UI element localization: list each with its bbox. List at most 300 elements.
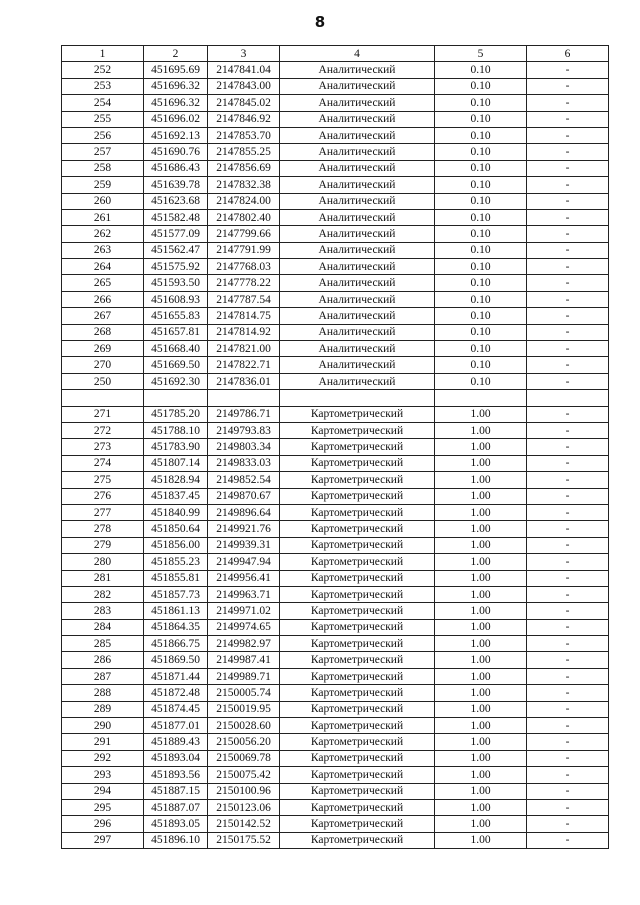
- table-cell: 1.00: [435, 488, 527, 504]
- column-header: 3: [208, 46, 280, 62]
- table-cell: -: [527, 586, 609, 602]
- table-cell: Картометрический: [280, 718, 435, 734]
- table-cell: -: [527, 718, 609, 734]
- table-cell: 451893.04: [144, 750, 208, 766]
- table-cell: -: [527, 734, 609, 750]
- table-row: [62, 259, 609, 275]
- table-cell: -: [527, 685, 609, 701]
- table-cell: 283: [62, 603, 144, 619]
- table-cell: 2150019.95: [208, 701, 280, 717]
- table-cell: 0.10: [435, 209, 527, 225]
- table-cell: 451855.23: [144, 554, 208, 570]
- table-row: [62, 783, 609, 799]
- table-cell: 451856.00: [144, 537, 208, 553]
- table-row: [62, 718, 609, 734]
- table-cell: 293: [62, 767, 144, 783]
- table-row: [62, 816, 609, 832]
- table-cell: Картометрический: [280, 472, 435, 488]
- table-row: [62, 488, 609, 504]
- table-cell: 1.00: [435, 668, 527, 684]
- table-cell: 1.00: [435, 603, 527, 619]
- table-cell: -: [527, 767, 609, 783]
- table-cell: Картометрический: [280, 701, 435, 717]
- table-cell: Аналитический: [280, 341, 435, 357]
- table-cell: 268: [62, 324, 144, 340]
- table-row: [62, 652, 609, 668]
- table-cell: 1.00: [435, 783, 527, 799]
- table-cell: 451893.56: [144, 767, 208, 783]
- table-cell: -: [527, 832, 609, 848]
- table-cell: Аналитический: [280, 78, 435, 94]
- table-cell: -: [527, 324, 609, 340]
- table-cell: 451623.68: [144, 193, 208, 209]
- table-cell: Картометрический: [280, 570, 435, 586]
- table-cell: 0.10: [435, 308, 527, 324]
- table-cell: 451887.15: [144, 783, 208, 799]
- table-cell: 451686.43: [144, 160, 208, 176]
- table-cell: Картометрический: [280, 422, 435, 438]
- table-row: [62, 373, 609, 389]
- table-cell: 2149987.41: [208, 652, 280, 668]
- table-row: [62, 570, 609, 586]
- table-cell: 294: [62, 783, 144, 799]
- table-cell: 451575.92: [144, 259, 208, 275]
- table-cell: 2147841.04: [208, 62, 280, 78]
- column-header: 1: [62, 46, 144, 62]
- table-cell: 451582.48: [144, 209, 208, 225]
- table-cell: Картометрический: [280, 734, 435, 750]
- table-cell: Аналитический: [280, 209, 435, 225]
- table-cell: 451871.44: [144, 668, 208, 684]
- table-cell: 2147846.92: [208, 111, 280, 127]
- table-cell: 2147814.92: [208, 324, 280, 340]
- table-cell: 2147836.01: [208, 373, 280, 389]
- table-row: [62, 111, 609, 127]
- table-cell: -: [527, 242, 609, 258]
- table-cell: 2147832.38: [208, 177, 280, 193]
- table-row: [62, 554, 609, 570]
- table-cell: 1.00: [435, 439, 527, 455]
- table-cell: Аналитический: [280, 357, 435, 373]
- table-cell: 254: [62, 95, 144, 111]
- table-cell: 284: [62, 619, 144, 635]
- table-cell: -: [527, 488, 609, 504]
- table-cell: -: [527, 701, 609, 717]
- table-cell: 1.00: [435, 455, 527, 471]
- table-cell: 1.00: [435, 685, 527, 701]
- table-cell: Аналитический: [280, 127, 435, 143]
- table-cell: Аналитический: [280, 242, 435, 258]
- table-cell: 265: [62, 275, 144, 291]
- table-cell: -: [527, 537, 609, 553]
- table-cell: 1.00: [435, 652, 527, 668]
- table-cell: 267: [62, 308, 144, 324]
- table-cell: 2150123.06: [208, 799, 280, 815]
- table-cell: Аналитический: [280, 275, 435, 291]
- table-cell: 1.00: [435, 750, 527, 766]
- table-row: [62, 160, 609, 176]
- table-row: [62, 341, 609, 357]
- table-cell: 277: [62, 504, 144, 520]
- table-cell: -: [527, 177, 609, 193]
- table-cell: 0.10: [435, 95, 527, 111]
- table-cell: 451866.75: [144, 636, 208, 652]
- table-cell: 451657.81: [144, 324, 208, 340]
- table-cell: 451692.30: [144, 373, 208, 389]
- table-cell: 1.00: [435, 537, 527, 553]
- table-cell: 280: [62, 554, 144, 570]
- table-cell: -: [527, 783, 609, 799]
- table-cell: 2147787.54: [208, 291, 280, 307]
- table-cell: -: [527, 308, 609, 324]
- table-cell: Аналитический: [280, 324, 435, 340]
- table-cell: Аналитический: [280, 193, 435, 209]
- table-cell: 451893.05: [144, 816, 208, 832]
- table-cell: Аналитический: [280, 160, 435, 176]
- table-row: [62, 799, 609, 815]
- table-cell: 451896.10: [144, 832, 208, 848]
- table-cell: 1.00: [435, 832, 527, 848]
- table-cell: 0.10: [435, 127, 527, 143]
- table-cell: 266: [62, 291, 144, 307]
- table-cell: 257: [62, 144, 144, 160]
- table-cell: 282: [62, 586, 144, 602]
- table-cell: 258: [62, 160, 144, 176]
- table-cell: 2149939.31: [208, 537, 280, 553]
- table-cell: -: [527, 78, 609, 94]
- table-row: [62, 734, 609, 750]
- table-cell: 2147802.40: [208, 209, 280, 225]
- table-cell: Картометрический: [280, 439, 435, 455]
- table-cell: -: [527, 668, 609, 684]
- table-row: [62, 701, 609, 717]
- table-cell: -: [527, 619, 609, 635]
- table-cell: 451869.50: [144, 652, 208, 668]
- table-cell: 1.00: [435, 504, 527, 520]
- table-cell: 264: [62, 259, 144, 275]
- table-cell: 451872.48: [144, 685, 208, 701]
- table-cell: 451783.90: [144, 439, 208, 455]
- table-cell: 289: [62, 701, 144, 717]
- table-cell: Картометрический: [280, 816, 435, 832]
- table-cell: 252: [62, 62, 144, 78]
- table-cell: Картометрический: [280, 783, 435, 799]
- table-cell: 2150069.78: [208, 750, 280, 766]
- table-cell: 274: [62, 455, 144, 471]
- table-cell: Картометрический: [280, 668, 435, 684]
- table-cell: 287: [62, 668, 144, 684]
- empty-cell: [280, 390, 435, 406]
- table-row: [62, 144, 609, 160]
- table-cell: 451608.93: [144, 291, 208, 307]
- table-cell: Аналитический: [280, 291, 435, 307]
- table-cell: 2150028.60: [208, 718, 280, 734]
- table-cell: 451593.50: [144, 275, 208, 291]
- table-cell: 2147821.00: [208, 341, 280, 357]
- table-cell: 2149963.71: [208, 586, 280, 602]
- table-row: [62, 750, 609, 766]
- table-cell: 0.10: [435, 160, 527, 176]
- table-cell: 451785.20: [144, 406, 208, 422]
- table-cell: 451874.45: [144, 701, 208, 717]
- table-row: [62, 422, 609, 438]
- table-cell: -: [527, 291, 609, 307]
- coordinates-table: [61, 45, 609, 849]
- table-cell: 1.00: [435, 406, 527, 422]
- table-cell: 1.00: [435, 636, 527, 652]
- table-row: [62, 406, 609, 422]
- table-row: [62, 127, 609, 143]
- table-cell: 0.10: [435, 291, 527, 307]
- table-cell: 2149974.65: [208, 619, 280, 635]
- table-cell: 262: [62, 226, 144, 242]
- table-cell: 292: [62, 750, 144, 766]
- empty-cell: [527, 390, 609, 406]
- table-row: [62, 242, 609, 258]
- table-row: [62, 668, 609, 684]
- table-row: [62, 193, 609, 209]
- table-cell: 451692.13: [144, 127, 208, 143]
- table-cell: 1.00: [435, 718, 527, 734]
- table-cell: 0.10: [435, 177, 527, 193]
- table-cell: 1.00: [435, 570, 527, 586]
- table-cell: 272: [62, 422, 144, 438]
- table-cell: 451696.32: [144, 78, 208, 94]
- table-row: [62, 291, 609, 307]
- table-cell: -: [527, 472, 609, 488]
- table-row: [62, 455, 609, 471]
- table-cell: 273: [62, 439, 144, 455]
- table-cell: 451655.83: [144, 308, 208, 324]
- table-cell: Картометрический: [280, 685, 435, 701]
- table-cell: 451696.32: [144, 95, 208, 111]
- table-cell: -: [527, 226, 609, 242]
- table-cell: Картометрический: [280, 504, 435, 520]
- table-cell: 451887.07: [144, 799, 208, 815]
- table-row: [62, 209, 609, 225]
- table-cell: Аналитический: [280, 226, 435, 242]
- table-row: [62, 685, 609, 701]
- table-row: [62, 357, 609, 373]
- table-cell: Аналитический: [280, 62, 435, 78]
- table-cell: 2147822.71: [208, 357, 280, 373]
- table-cell: 2147799.66: [208, 226, 280, 242]
- table-cell: 0.10: [435, 357, 527, 373]
- table-cell: 1.00: [435, 701, 527, 717]
- table-row: [62, 308, 609, 324]
- table-cell: -: [527, 209, 609, 225]
- table-cell: 271: [62, 406, 144, 422]
- table-cell: 1.00: [435, 619, 527, 635]
- table-cell: 451668.40: [144, 341, 208, 357]
- table-cell: 0.10: [435, 78, 527, 94]
- table-cell: Картометрический: [280, 832, 435, 848]
- page-number: 8: [314, 13, 326, 31]
- table-cell: 451807.14: [144, 455, 208, 471]
- table-cell: 1.00: [435, 422, 527, 438]
- table-cell: 278: [62, 521, 144, 537]
- table-cell: 2149989.71: [208, 668, 280, 684]
- table-cell: 269: [62, 341, 144, 357]
- table-cell: 2149803.34: [208, 439, 280, 455]
- table-cell: 0.10: [435, 111, 527, 127]
- table-cell: -: [527, 636, 609, 652]
- table-cell: -: [527, 275, 609, 291]
- table-row: [62, 324, 609, 340]
- table-cell: -: [527, 357, 609, 373]
- table-cell: 1.00: [435, 734, 527, 750]
- table-body: [62, 62, 609, 849]
- table-cell: -: [527, 455, 609, 471]
- table-row: [62, 275, 609, 291]
- table-cell: 291: [62, 734, 144, 750]
- table-cell: 1.00: [435, 586, 527, 602]
- column-header: 4: [280, 46, 435, 62]
- table-cell: -: [527, 521, 609, 537]
- table-cell: 2149896.64: [208, 504, 280, 520]
- table-cell: 451828.94: [144, 472, 208, 488]
- table-cell: -: [527, 144, 609, 160]
- table-header: [62, 46, 609, 62]
- table-cell: 0.10: [435, 324, 527, 340]
- table-row: [62, 586, 609, 602]
- table-cell: 2147855.25: [208, 144, 280, 160]
- table-cell: 2150005.74: [208, 685, 280, 701]
- table-cell: 0.10: [435, 193, 527, 209]
- table-cell: 0.10: [435, 144, 527, 160]
- table-cell: -: [527, 406, 609, 422]
- table-cell: -: [527, 259, 609, 275]
- table-cell: -: [527, 570, 609, 586]
- table-cell: 2147814.75: [208, 308, 280, 324]
- table-cell: 2147845.02: [208, 95, 280, 111]
- table-cell: -: [527, 603, 609, 619]
- table-cell: 2149786.71: [208, 406, 280, 422]
- table-cell: -: [527, 193, 609, 209]
- table-cell: 451696.02: [144, 111, 208, 127]
- table-cell: -: [527, 127, 609, 143]
- table-cell: 260: [62, 193, 144, 209]
- table-cell: 0.10: [435, 226, 527, 242]
- table-cell: Аналитический: [280, 144, 435, 160]
- column-header: 2: [144, 46, 208, 62]
- table-cell: 276: [62, 488, 144, 504]
- table-cell: 2150142.52: [208, 816, 280, 832]
- table-row: [62, 472, 609, 488]
- column-header: 5: [435, 46, 527, 62]
- table-cell: -: [527, 62, 609, 78]
- table-cell: -: [527, 504, 609, 520]
- table-cell: 296: [62, 816, 144, 832]
- table-cell: -: [527, 554, 609, 570]
- table-cell: 451639.78: [144, 177, 208, 193]
- table-cell: 250: [62, 373, 144, 389]
- table-cell: 255: [62, 111, 144, 127]
- table-cell: -: [527, 373, 609, 389]
- table-row: [62, 521, 609, 537]
- table-cell: 253: [62, 78, 144, 94]
- table-cell: 0.10: [435, 242, 527, 258]
- empty-cell: [435, 390, 527, 406]
- table-row: [62, 504, 609, 520]
- table-cell: 451855.81: [144, 570, 208, 586]
- table-cell: 2147791.99: [208, 242, 280, 258]
- table-cell: Картометрический: [280, 455, 435, 471]
- table-cell: 2147843.00: [208, 78, 280, 94]
- table-cell: Картометрический: [280, 652, 435, 668]
- table-cell: 451577.09: [144, 226, 208, 242]
- table-cell: -: [527, 750, 609, 766]
- table-row: [62, 832, 609, 848]
- table-row: [62, 603, 609, 619]
- table-row: [62, 636, 609, 652]
- table-cell: 451857.73: [144, 586, 208, 602]
- table-cell: 451695.69: [144, 62, 208, 78]
- table-cell: 1.00: [435, 767, 527, 783]
- table-cell: 451840.99: [144, 504, 208, 520]
- table-cell: 1.00: [435, 521, 527, 537]
- table-cell: -: [527, 341, 609, 357]
- table-cell: 451877.01: [144, 718, 208, 734]
- table-cell: 2147768.03: [208, 259, 280, 275]
- table-cell: 2150075.42: [208, 767, 280, 783]
- column-header: 6: [527, 46, 609, 62]
- table-cell: 451562.47: [144, 242, 208, 258]
- table-cell: 281: [62, 570, 144, 586]
- table-cell: Аналитический: [280, 373, 435, 389]
- table-cell: -: [527, 439, 609, 455]
- group-separator-row: [62, 390, 609, 406]
- table-cell: Аналитический: [280, 95, 435, 111]
- table-row: [62, 78, 609, 94]
- table-cell: 279: [62, 537, 144, 553]
- table-cell: Картометрический: [280, 767, 435, 783]
- table-cell: -: [527, 111, 609, 127]
- table-cell: 0.10: [435, 341, 527, 357]
- table-cell: -: [527, 95, 609, 111]
- table-cell: Картометрический: [280, 521, 435, 537]
- table-cell: 2149921.76: [208, 521, 280, 537]
- table-cell: Картометрический: [280, 619, 435, 635]
- table-cell: 263: [62, 242, 144, 258]
- table-row: [62, 62, 609, 78]
- table-cell: 2149971.02: [208, 603, 280, 619]
- table-row: [62, 177, 609, 193]
- table-cell: 1.00: [435, 554, 527, 570]
- table-cell: 270: [62, 357, 144, 373]
- table-row: [62, 439, 609, 455]
- table-cell: Картометрический: [280, 636, 435, 652]
- table-header-row: [62, 46, 609, 62]
- table-cell: Картометрический: [280, 586, 435, 602]
- table-cell: Картометрический: [280, 799, 435, 815]
- table-cell: 2149956.41: [208, 570, 280, 586]
- table-cell: 2147853.70: [208, 127, 280, 143]
- table-cell: Аналитический: [280, 111, 435, 127]
- table-cell: 0.10: [435, 373, 527, 389]
- table-cell: -: [527, 422, 609, 438]
- table-cell: 1.00: [435, 799, 527, 815]
- table-cell: 261: [62, 209, 144, 225]
- table-cell: Картометрический: [280, 750, 435, 766]
- table-cell: 451690.76: [144, 144, 208, 160]
- table-cell: Аналитический: [280, 308, 435, 324]
- empty-cell: [144, 390, 208, 406]
- table-row: [62, 95, 609, 111]
- table-cell: 2149982.97: [208, 636, 280, 652]
- table-cell: 451864.35: [144, 619, 208, 635]
- table-row: [62, 226, 609, 242]
